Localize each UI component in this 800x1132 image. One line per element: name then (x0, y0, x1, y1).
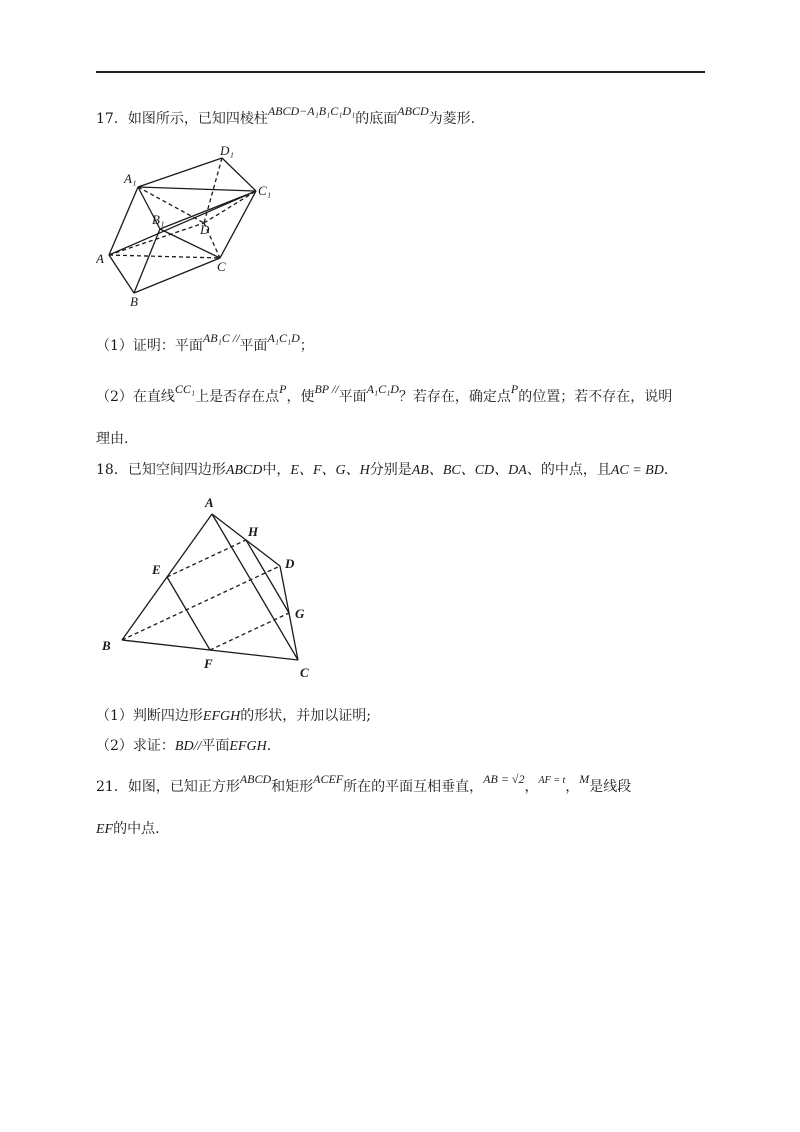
q21-af-eq: AF = t (538, 775, 566, 786)
q17-part1-prefix: （1）证明：平面 (96, 338, 203, 354)
label-e: E (152, 562, 161, 577)
edge-fg (210, 613, 289, 650)
q18-part2 (96, 735, 271, 755)
q18-figure (100, 492, 340, 691)
q18-points: E、F、G、H (290, 463, 370, 478)
label-b: B (102, 638, 111, 653)
q17-figure (96, 143, 286, 312)
q17-part2-prefix: （2）在直线 (96, 389, 175, 405)
q21-comma1: ， (524, 779, 539, 795)
q17-part2-end: 的位置；若不存在，说明 (518, 389, 673, 405)
edge-ab (109, 255, 134, 293)
q21-stem (96, 772, 632, 796)
q21-mid: 所在的平面互相垂直， (343, 779, 484, 795)
edge-d1c1 (222, 158, 256, 191)
q17-base-text: 的底面 (355, 111, 398, 127)
q18-quad: ABCD (225, 463, 263, 478)
label-c: C (217, 259, 226, 274)
label-b1: B₁ (152, 212, 165, 227)
q17-rhombus: 为菱形. (428, 111, 476, 127)
edge-dc1 (204, 191, 256, 223)
q17-bp: BP // (314, 382, 339, 396)
q21-intro: 21．如图，已知正方形 (96, 779, 240, 795)
q21-end2: 的中点. (113, 821, 160, 837)
q17-part2-line2: 理由. (96, 431, 129, 447)
label-f: F (204, 656, 213, 671)
q18-part2-pre: （2）求证： (96, 738, 175, 754)
edge-b1c (160, 229, 220, 258)
q17-plane3: A₁C₁D (366, 382, 399, 396)
q18-plane-word: 平面 (201, 738, 230, 754)
label-d: D (285, 556, 295, 571)
q21-ab-eq: AB = √2 (483, 772, 525, 786)
q21-acef: ACEF (313, 772, 344, 786)
q18-part1 (96, 705, 371, 725)
q18-part2-end: . (266, 738, 272, 754)
edge-c1c (220, 191, 256, 258)
q18-efgh: EFGH (202, 709, 241, 724)
q18-stem (96, 459, 668, 479)
q21-ef: EF (96, 822, 114, 837)
q18-mid2: 分别是 (369, 462, 412, 478)
q17-prism: ABCD−A₁B₁C₁D₁ (267, 104, 356, 118)
header-rule (96, 71, 705, 73)
q18-intro: 18．已知空间四边形 (96, 462, 226, 478)
q18-part1-pre: （1）判断四边形 (96, 708, 203, 724)
edge-eh (167, 540, 246, 577)
label-a: A (205, 495, 214, 510)
q17-part2-mid: 上是否存在点 (195, 389, 280, 405)
label-a: A (96, 251, 104, 266)
q17-line-cc1: CC₁ (174, 382, 196, 396)
label-c: C (300, 665, 309, 680)
q18-edges: AB、BC、CD、DA (411, 463, 527, 478)
q17-base: ABCD (397, 104, 429, 118)
label-d: D (200, 222, 210, 237)
q17-part1 (96, 331, 314, 355)
q17-point-p2: P (510, 382, 519, 396)
q17-part2-mid2: ，使 (286, 389, 315, 405)
q17-plane1: AB₁C // (202, 331, 240, 345)
label-g: G (295, 606, 305, 621)
label-a1: A₁ (124, 171, 137, 186)
label-b: B (130, 294, 138, 308)
edge-bc (134, 258, 220, 293)
edge-d1d (204, 158, 222, 223)
q17-part1-end: ； (299, 338, 314, 354)
label-d1: D₁ (220, 143, 234, 158)
q21-m: M (579, 772, 590, 786)
q21-and: 和矩形 (271, 779, 314, 795)
q17-plane2: A₁C₁D (267, 331, 300, 345)
label-h: H (248, 524, 259, 539)
q21-end1: 是线段 (589, 779, 632, 795)
q18-mid1: 中， (262, 462, 291, 478)
edge-ac1 (109, 191, 256, 255)
q18-part1-end: 的形状，并加以证明; (240, 708, 371, 724)
q21-comma2: ， (565, 779, 580, 795)
q17-stem (96, 104, 476, 128)
q21-abcd: ABCD (239, 772, 272, 786)
q18-bd: BD// (174, 739, 202, 754)
edge-ad (109, 223, 204, 255)
q21-line2 (96, 818, 160, 838)
q18-mid3: 、的中点，且 (526, 462, 611, 478)
q17-part2 (96, 382, 673, 406)
q17-point-p: P (279, 382, 287, 396)
q17-plane-word: 平面 (239, 338, 268, 354)
q17-intro: 17．如图所示，已知四棱柱 (96, 111, 268, 127)
q18-cond: AC = BD (610, 463, 664, 478)
q18-efgh2: EFGH (229, 739, 267, 754)
q17-part2-mid3: ？若存在，确定点 (398, 389, 511, 405)
label-c1: C₁ (258, 183, 272, 198)
q18-end: . (663, 462, 669, 478)
q17-plane-word2: 平面 (338, 389, 367, 405)
edge-ac (109, 255, 220, 258)
edge-ef (167, 577, 210, 650)
edge-a1d1 (138, 158, 222, 187)
edge-a1c1 (138, 187, 256, 191)
